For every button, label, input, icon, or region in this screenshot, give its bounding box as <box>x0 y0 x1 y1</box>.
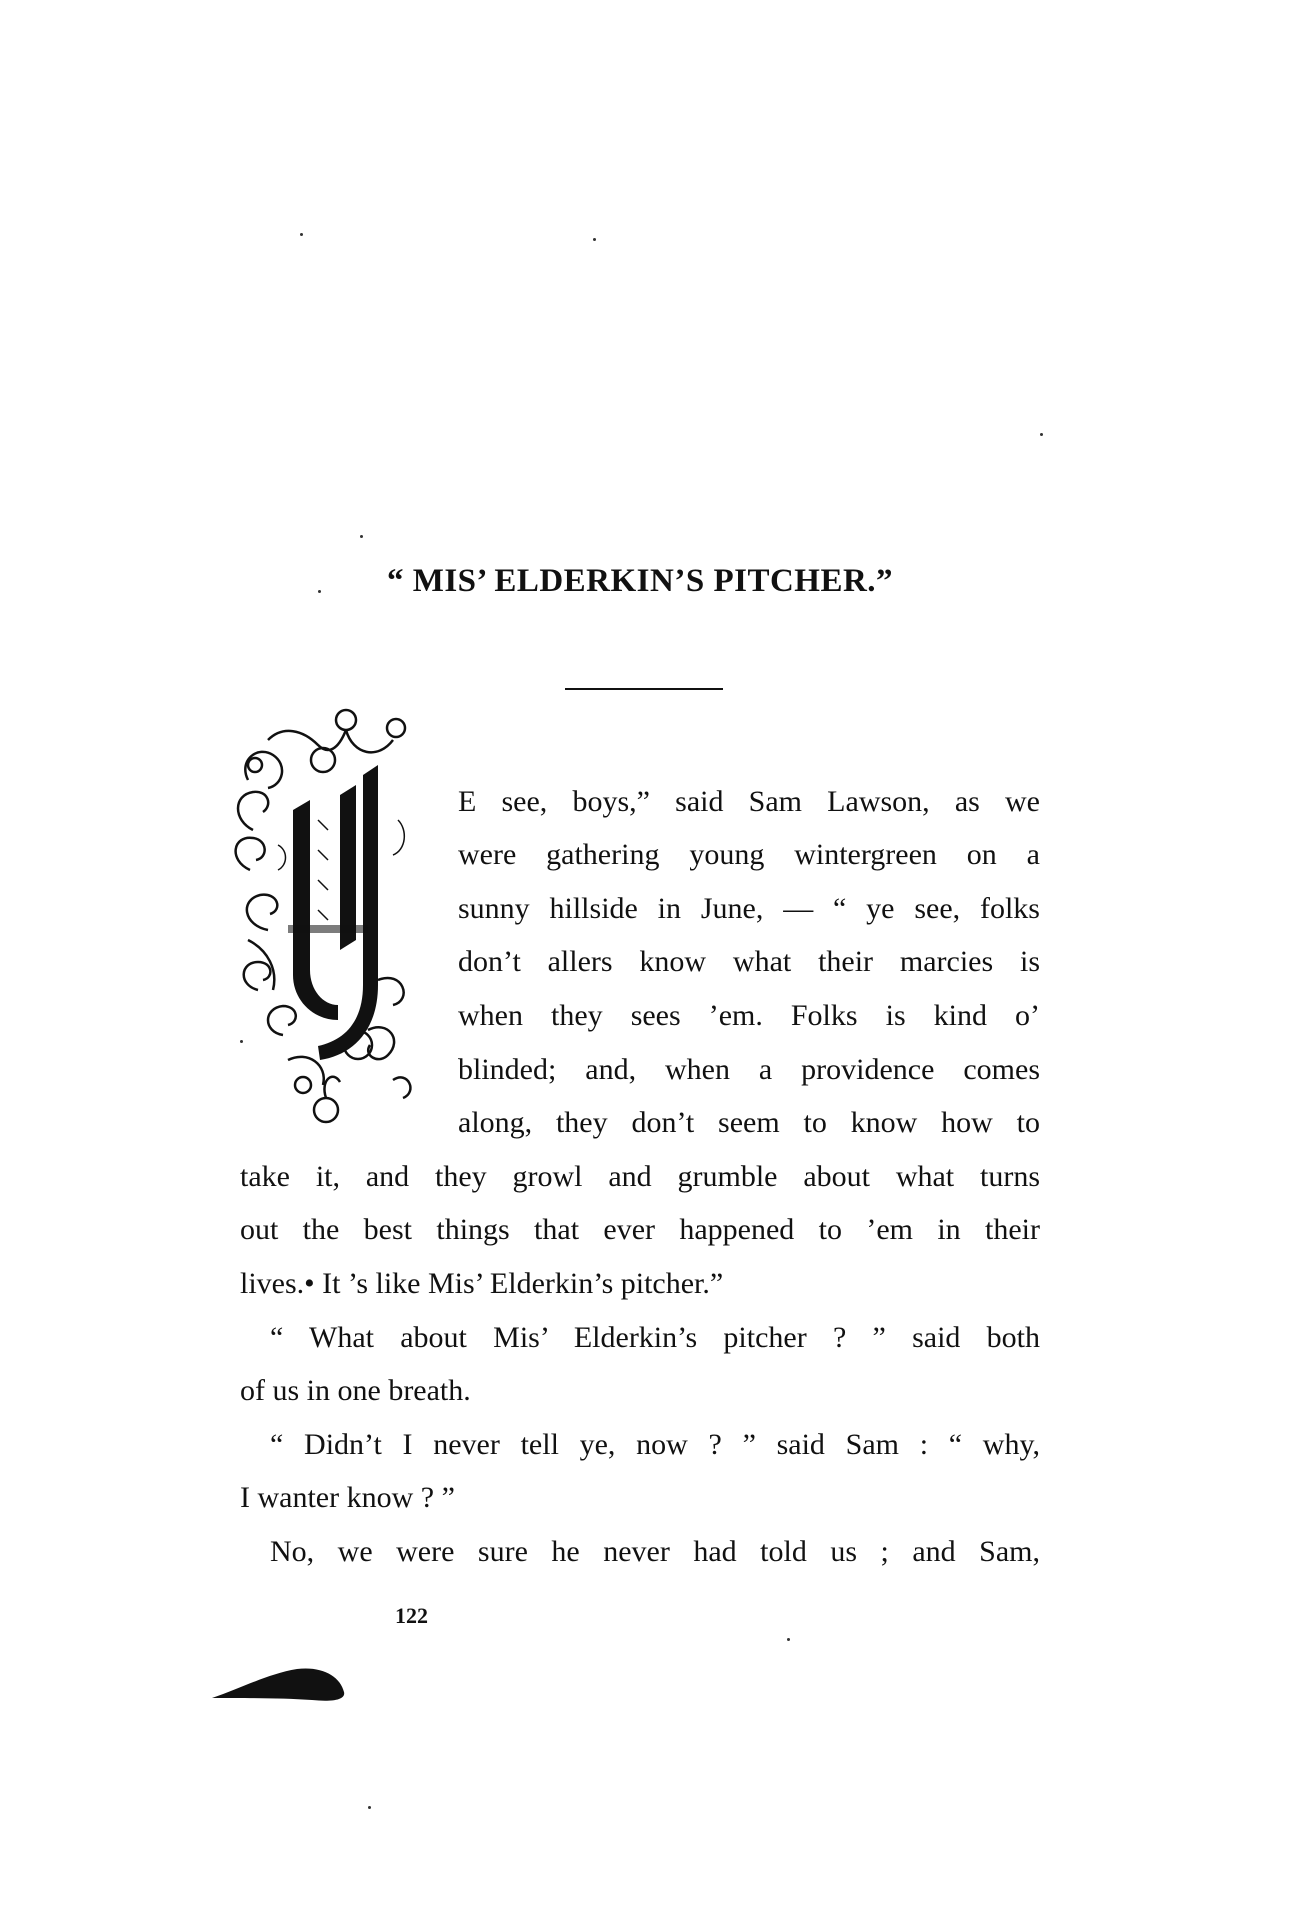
speck <box>593 238 596 241</box>
speck <box>1040 433 1043 436</box>
chapter-title: “ MIS’ ELDERKIN’S PITCHER.” <box>386 563 894 599</box>
text-line: “ Didn’t I never tell ye, now ? ” said Sam : “ why, <box>270 1428 1040 1461</box>
text-line: take it, and they growl and grumble about what turns <box>240 1160 1040 1193</box>
text-line: of us in one breath. <box>240 1374 471 1407</box>
speck <box>360 535 363 538</box>
text-line: No, we were sure he never had told us ; and Sam, <box>270 1535 1040 1568</box>
text-line: along, they don’t seem to know how to <box>458 1106 1040 1139</box>
speck <box>300 233 303 236</box>
text-line: when they sees ’em. Folks is kind o’ <box>458 999 1040 1032</box>
speck <box>318 590 321 593</box>
text-line: “ What about Mis’ Elderkin’s pitcher ? ” said both <box>270 1321 1040 1354</box>
speck <box>368 1806 371 1809</box>
page-number: 122 <box>395 1603 428 1628</box>
text-line: I wanter know ? ” <box>240 1481 455 1514</box>
ornamental-initial-icon <box>228 700 448 1150</box>
text-line: don’t allers know what their marcies is <box>458 945 1040 978</box>
title-rule <box>565 688 723 690</box>
speck <box>240 1040 243 1043</box>
text-line: out the best things that ever happened to ’em in their <box>240 1213 1040 1246</box>
text-line: sunny hillside in June, — “ ye see, folks <box>458 892 1040 925</box>
ink-blot-icon <box>212 1666 347 1704</box>
text-line: were gathering young wintergreen on a <box>458 838 1040 871</box>
speck <box>787 1638 790 1641</box>
text-line: blinded; and, when a providence comes <box>458 1053 1040 1086</box>
text-line: E see, boys,” said Sam Lawson, as we <box>458 785 1040 818</box>
text-line: lives.• It ’s like Mis’ Elderkin’s pitcher.” <box>240 1267 724 1300</box>
